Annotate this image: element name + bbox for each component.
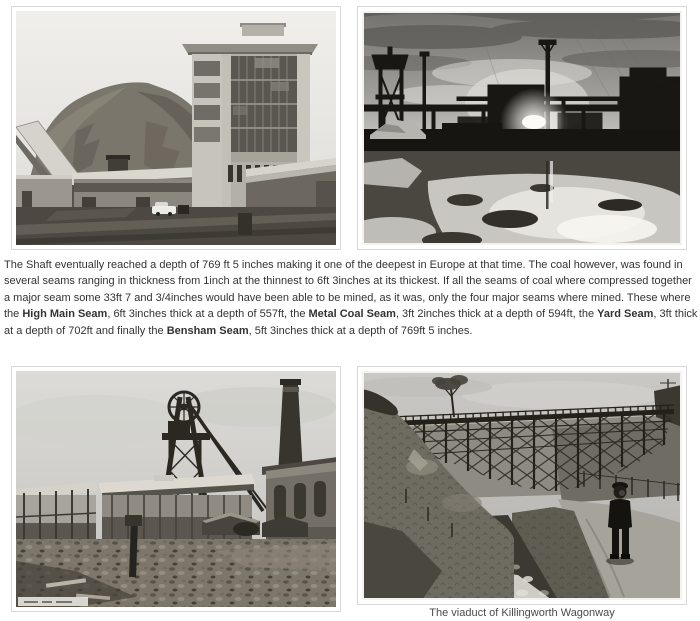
- headframe-chimney-photo: [16, 371, 336, 607]
- shaft-depth-paragraph: The Shaft eventually reached a depth of 769 ft 5 inches making it one of the deepest in Europe at that time. The coal however, was found in several seams ranging in thickness from 1inch at the thinnest to 6ft 3inches at its thickest. If all the seams of coal where compressed together a major seam some 33ft 7 and 3/4inches would have been able to be mined, as it was, only the four major seams where mined. These where the High Main Seam, 6ft 3inches thick at a depth of 557ft, the Metal Coal Seam, 3ft 2inches thick at a depth of 594ft, the Yard Seam, 3ft thick at a depth of 702ft and finally the Bensham Seam, 5ft 3inches thick at a depth of 769ft 5 inches.: [4, 259, 698, 337]
- photo-frame-top-left: [11, 6, 341, 250]
- wagonway-viaduct-photo: [362, 371, 682, 600]
- photo-frame-top-right: [357, 6, 687, 250]
- viaduct-caption: The viaduct of Killingworth Wagonway: [429, 607, 615, 619]
- colliery-dusk-photo: [362, 11, 682, 245]
- colliery-tower-photo: [16, 11, 336, 245]
- photo-frame-bottom-left: [11, 366, 341, 612]
- photo-frame-bottom-right: [357, 366, 687, 605]
